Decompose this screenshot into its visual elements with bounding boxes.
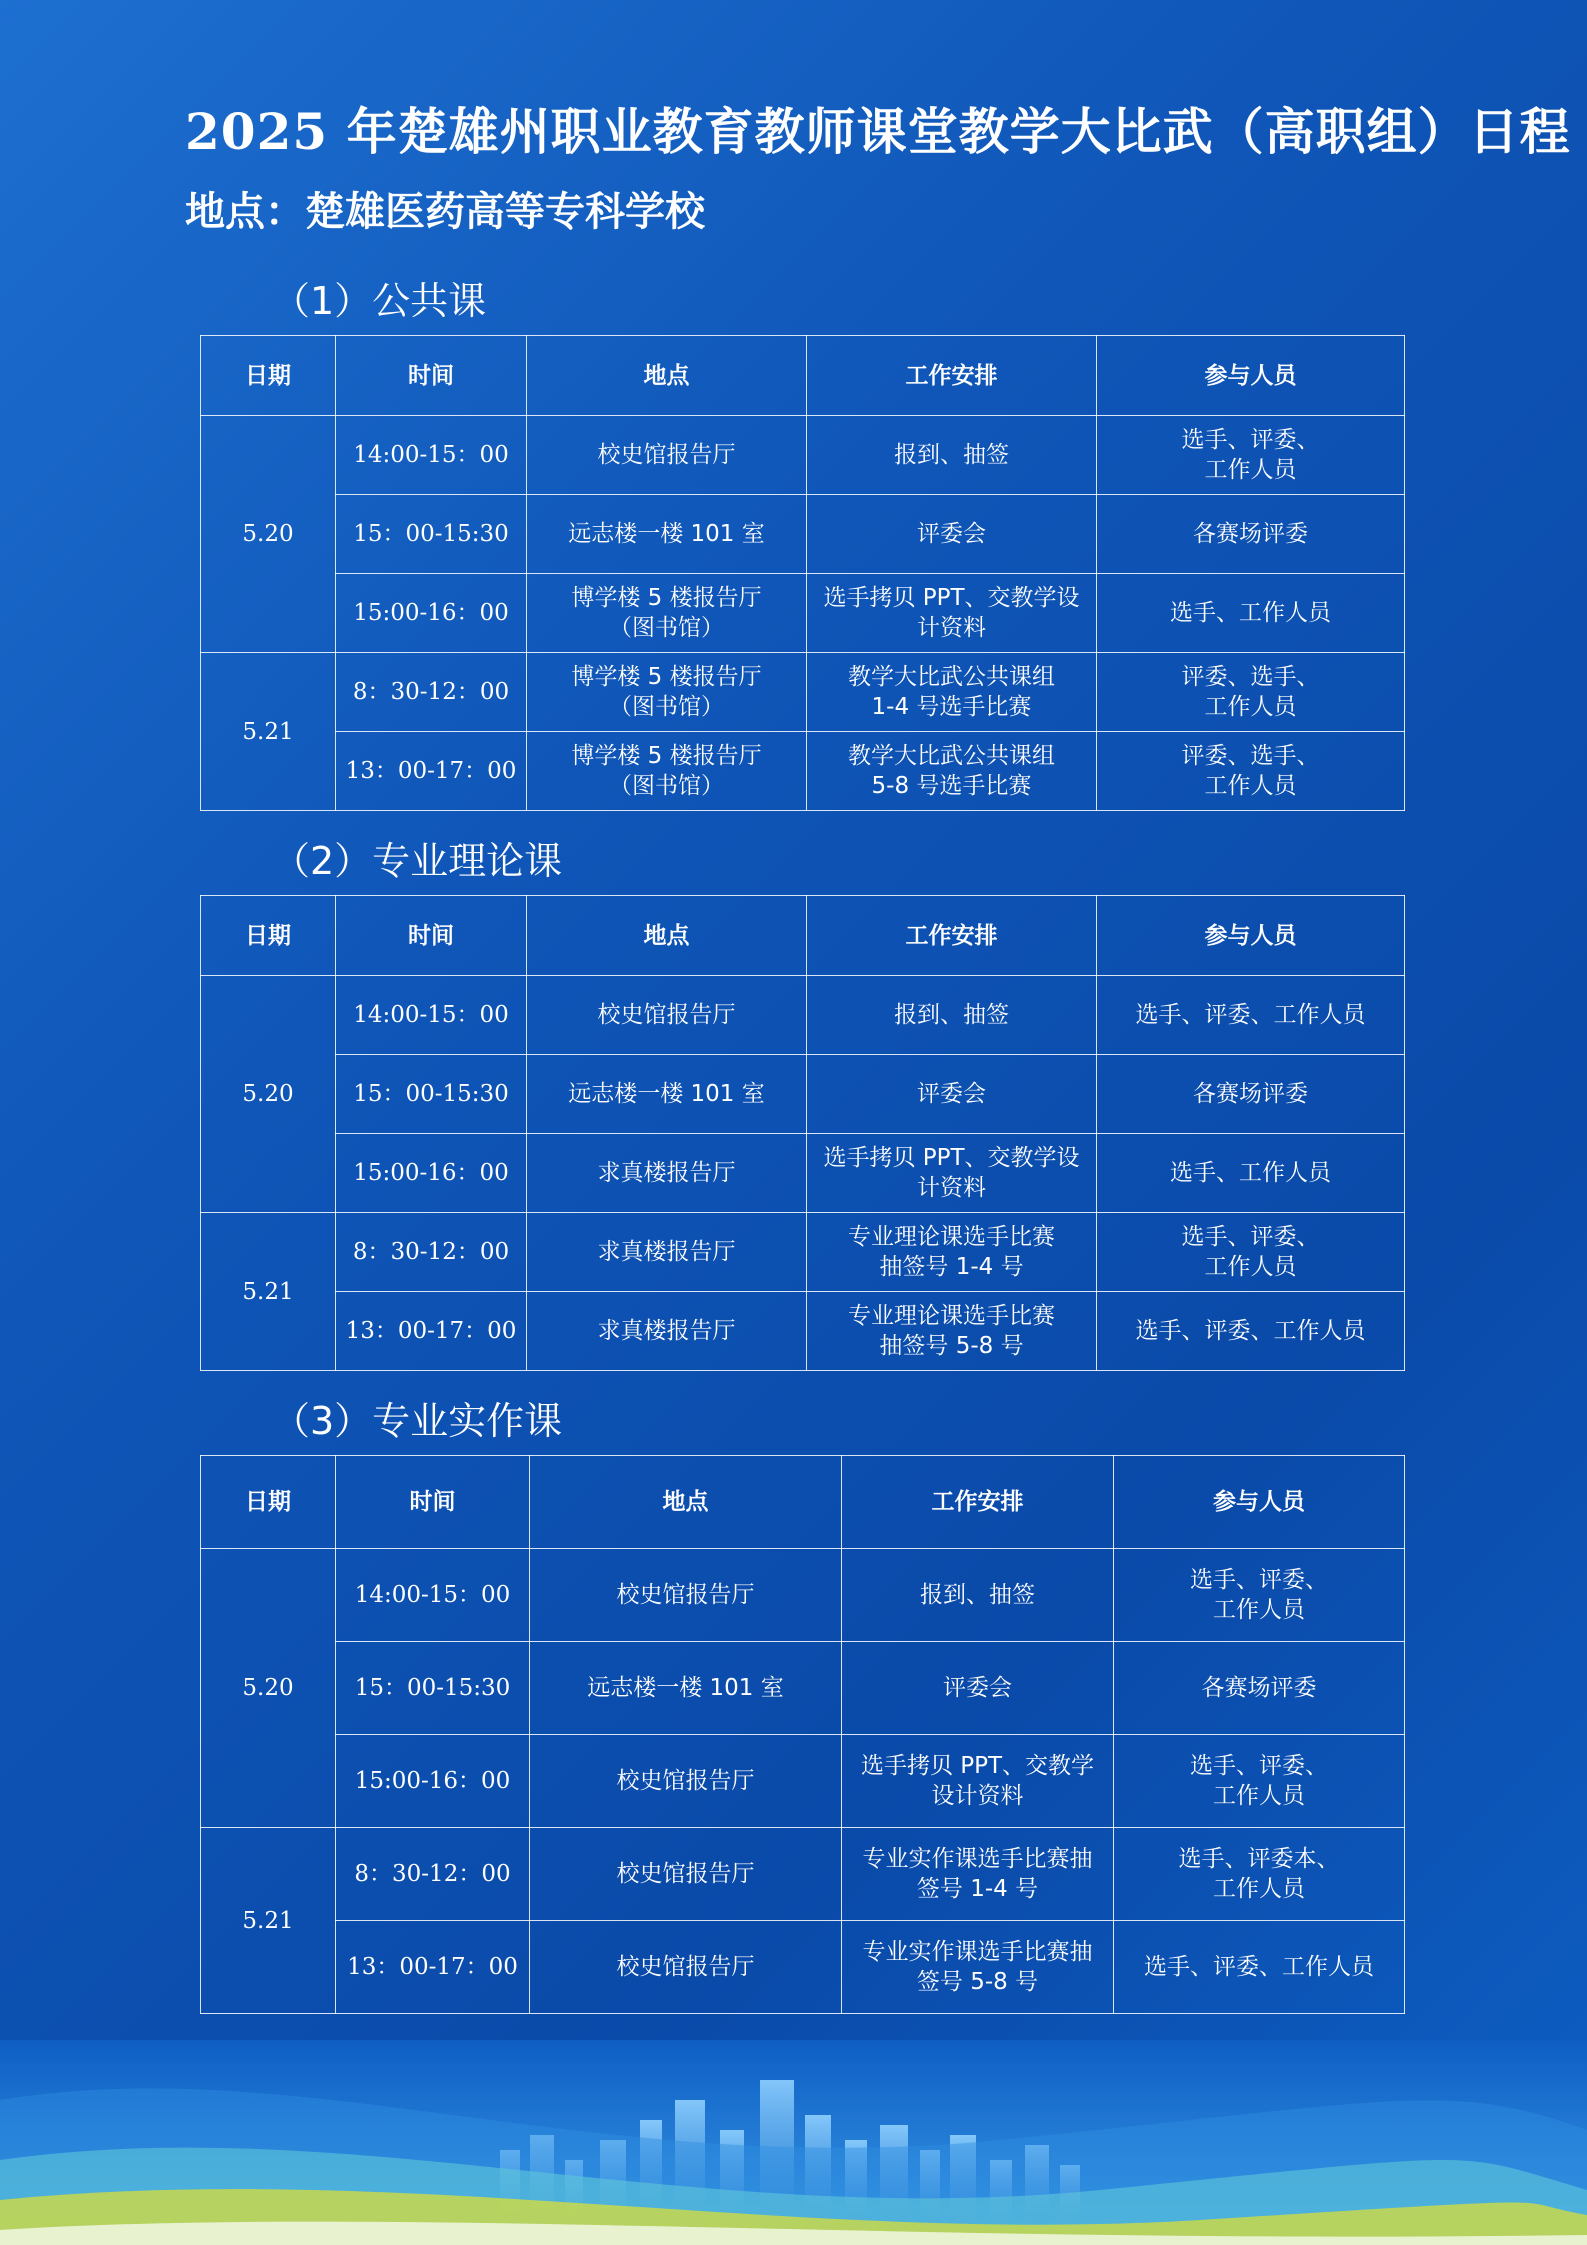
header-place: 地点 [527, 336, 807, 416]
time-cell: 8：30-12：00 [336, 1828, 530, 1921]
task-cell: 教学大比武公共课组 5-8 号选手比赛 [807, 732, 1097, 811]
table-row [201, 1213, 1405, 1292]
table-row [201, 1921, 1405, 2014]
table-header-row [201, 1456, 1405, 1549]
people-cell: 评委、选手、 工作人员 [1097, 732, 1405, 811]
table-row [201, 1828, 1405, 1921]
schedule-table-theory [200, 895, 1405, 1371]
time-cell: 14:00-15：00 [336, 976, 527, 1055]
header-date: 日期 [201, 1456, 336, 1549]
people-cell: 选手、评委、 工作人员 [1114, 1735, 1405, 1828]
time-cell: 15：00-15:30 [336, 1642, 530, 1735]
header-place: 地点 [530, 1456, 842, 1549]
header-time: 时间 [336, 1456, 530, 1549]
time-cell: 13：00-17：00 [336, 732, 527, 811]
time-cell: 15:00-16：00 [336, 574, 527, 653]
task-cell: 报到、抽签 [842, 1549, 1114, 1642]
place-cell: 远志楼一楼 101 室 [530, 1642, 842, 1735]
place-cell: 求真楼报告厅 [527, 1213, 807, 1292]
section-title-theory: （2）专业理论课 [272, 839, 563, 883]
date-cell: 5.21 [201, 653, 336, 811]
task-cell: 报到、抽签 [807, 976, 1097, 1055]
section-title-public: （1）公共课 [272, 279, 487, 323]
decorative-footer [0, 2040, 1587, 2245]
task-cell: 专业理论课选手比赛 抽签号 5-8 号 [807, 1292, 1097, 1371]
task-cell: 评委会 [807, 1055, 1097, 1134]
header-people: 参与人员 [1097, 336, 1405, 416]
place-cell: 远志楼一楼 101 室 [527, 495, 807, 574]
people-cell: 各赛场评委 [1114, 1642, 1405, 1735]
time-cell: 15:00-16：00 [336, 1735, 530, 1828]
time-cell: 14:00-15：00 [336, 416, 527, 495]
date-cell: 5.20 [201, 976, 336, 1213]
header-date: 日期 [201, 896, 336, 976]
place-cell: 求真楼报告厅 [527, 1292, 807, 1371]
place-cell: 校史馆报告厅 [530, 1921, 842, 2014]
table-row [201, 1292, 1405, 1371]
people-cell: 选手、评委、 工作人员 [1097, 416, 1405, 495]
date-cell: 5.21 [201, 1828, 336, 2014]
date-cell: 5.20 [201, 416, 336, 653]
people-cell: 各赛场评委 [1097, 495, 1405, 574]
time-cell: 14:00-15：00 [336, 1549, 530, 1642]
place-cell: 远志楼一楼 101 室 [527, 1055, 807, 1134]
header-date: 日期 [201, 336, 336, 416]
table-row [201, 732, 1405, 811]
date-cell: 5.21 [201, 1213, 336, 1371]
task-cell: 专业实作课选手比赛抽 签号 1-4 号 [842, 1828, 1114, 1921]
task-cell: 选手拷贝 PPT、交教学设 计资料 [807, 574, 1097, 653]
header-task: 工作安排 [807, 896, 1097, 976]
place-cell: 校史馆报告厅 [530, 1828, 842, 1921]
time-cell: 8：30-12：00 [336, 653, 527, 732]
table-header-row [201, 896, 1405, 976]
people-cell: 选手、评委、 工作人员 [1114, 1549, 1405, 1642]
place-cell: 校史馆报告厅 [527, 416, 807, 495]
time-cell: 15：00-15:30 [336, 495, 527, 574]
table-row [201, 416, 1405, 495]
date-cell: 5.20 [201, 1549, 336, 1828]
table-row [201, 574, 1405, 653]
time-cell: 15：00-15:30 [336, 1055, 527, 1134]
header-people: 参与人员 [1114, 1456, 1405, 1549]
skyline-illustration [0, 2040, 1587, 2245]
header-task: 工作安排 [807, 336, 1097, 416]
table-row [201, 1055, 1405, 1134]
people-cell: 选手、工作人员 [1097, 574, 1405, 653]
place-cell: 博学楼 5 楼报告厅 （图书馆） [527, 574, 807, 653]
time-cell: 13：00-17：00 [336, 1292, 527, 1371]
schedule-table-public [200, 335, 1405, 811]
people-cell: 选手、评委、 工作人员 [1097, 1213, 1405, 1292]
header-time: 时间 [336, 336, 527, 416]
venue-location: 地点：楚雄医药高等专科学校 [185, 188, 705, 235]
people-cell: 选手、评委、工作人员 [1114, 1921, 1405, 2014]
place-cell: 博学楼 5 楼报告厅 （图书馆） [527, 732, 807, 811]
task-cell: 报到、抽签 [807, 416, 1097, 495]
time-cell: 15:00-16：00 [336, 1134, 527, 1213]
people-cell: 各赛场评委 [1097, 1055, 1405, 1134]
task-cell: 选手拷贝 PPT、交教学设 计资料 [807, 1134, 1097, 1213]
table-row [201, 495, 1405, 574]
table-row [201, 976, 1405, 1055]
place-cell: 求真楼报告厅 [527, 1134, 807, 1213]
time-cell: 13：00-17：00 [336, 1921, 530, 2014]
table-row [201, 1134, 1405, 1213]
section-title-practice: （3）专业实作课 [272, 1399, 563, 1443]
people-cell: 选手、评委本、 工作人员 [1114, 1828, 1405, 1921]
task-cell: 选手拷贝 PPT、交教学 设计资料 [842, 1735, 1114, 1828]
people-cell: 选手、评委、工作人员 [1097, 976, 1405, 1055]
header-place: 地点 [527, 896, 807, 976]
place-cell: 校史馆报告厅 [530, 1735, 842, 1828]
place-cell: 博学楼 5 楼报告厅 （图书馆） [527, 653, 807, 732]
task-cell: 专业实作课选手比赛抽 签号 5-8 号 [842, 1921, 1114, 2014]
people-cell: 选手、评委、工作人员 [1097, 1292, 1405, 1371]
time-cell: 8：30-12：00 [336, 1213, 527, 1292]
table-row [201, 1735, 1405, 1828]
header-time: 时间 [336, 896, 527, 976]
table-row [201, 1549, 1405, 1642]
people-cell: 评委、选手、 工作人员 [1097, 653, 1405, 732]
people-cell: 选手、工作人员 [1097, 1134, 1405, 1213]
place-cell: 校史馆报告厅 [527, 976, 807, 1055]
table-row [201, 653, 1405, 732]
table-header-row [201, 336, 1405, 416]
header-people: 参与人员 [1097, 896, 1405, 976]
place-cell: 校史馆报告厅 [530, 1549, 842, 1642]
task-cell: 教学大比武公共课组 1-4 号选手比赛 [807, 653, 1097, 732]
task-cell: 专业理论课选手比赛 抽签号 1-4 号 [807, 1213, 1097, 1292]
schedule-table-practice [200, 1455, 1405, 2014]
page-title: 2025 年楚雄州职业教育教师课堂教学大比武（高职组）日程 [185, 102, 1571, 161]
task-cell: 评委会 [807, 495, 1097, 574]
table-row [201, 1642, 1405, 1735]
task-cell: 评委会 [842, 1642, 1114, 1735]
header-task: 工作安排 [842, 1456, 1114, 1549]
